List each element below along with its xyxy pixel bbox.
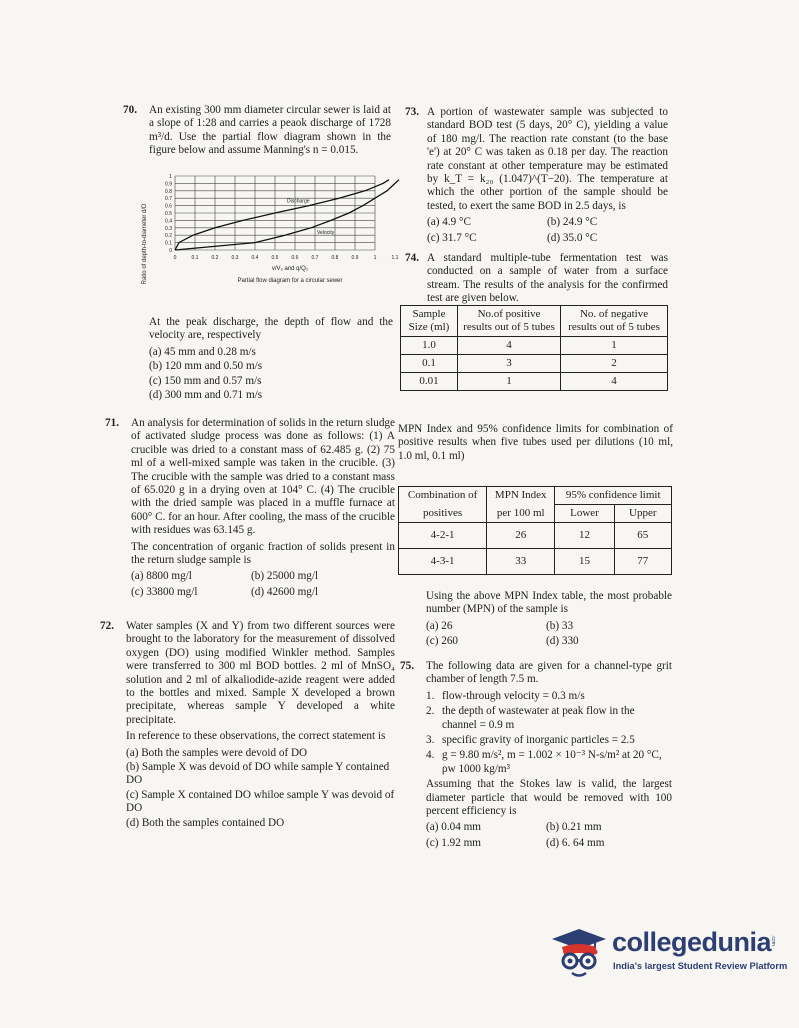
option-c: (c) 260 <box>426 635 458 648</box>
positive-results-table <box>400 305 668 391</box>
option-d: (d) 35.0 °C <box>547 231 598 244</box>
y-tick-label: 0.7 <box>165 196 172 203</box>
option-b: (b) 33 <box>546 619 574 632</box>
question-prompt: In reference to these observations, the correct statement is <box>126 730 386 743</box>
y-axis-label: Ratio of depth-to-diameter d/D <box>142 203 148 285</box>
table-header-row: Combination of MPN Index 95% confidence limit <box>399 487 672 505</box>
list-item: 3. specific gravity of inorganic particles = 2.5 <box>426 734 635 747</box>
mpn-index-table <box>398 486 672 575</box>
series-label: Discharge <box>287 198 310 205</box>
options <box>427 216 668 245</box>
x-tick-label: 0 <box>173 255 177 261</box>
y-tick-label: 0.3 <box>165 225 172 232</box>
question-text: An existing 300 mm diameter circular sewer is laid at a slope of 1:28 and carries a peaok discharge of 1728 m³/d. Use the partial flow diagram shown in the figure below and assume Manning's n = 0.015. <box>149 104 391 157</box>
option-c: (c) 150 mm and 0.57 m/s <box>149 374 262 387</box>
question-number: 74. <box>405 252 419 264</box>
logo-wordmark: collegedunia <box>612 927 772 957</box>
option-a: (a) Both the samples were devoid of DO <box>126 746 308 759</box>
chart-title: Partial flow diagram for a circular sewer <box>237 278 343 284</box>
question-74 <box>405 252 668 309</box>
options <box>426 821 672 850</box>
collegedunia-logo <box>550 925 790 985</box>
x-tick-label: 0.6 <box>291 255 299 261</box>
question-72 <box>100 620 395 831</box>
table-row: 0.01 1 4 <box>401 373 668 391</box>
y-tick-label: 0.9 <box>165 181 172 188</box>
option-d: (d) 6. 64 mm <box>546 836 605 849</box>
question-73 <box>405 106 668 245</box>
table-header: No. of negative results out of 5 tubes <box>561 306 668 337</box>
option-c: (c) 31.7 °C <box>427 231 477 244</box>
option-c: (c) Sample X contained DO whiloe sample Y was devoid of DO <box>126 788 395 815</box>
x-tick-label: 0.1 <box>191 255 199 261</box>
x-tick-label: 0.7 <box>311 255 319 261</box>
question-70-options <box>123 316 393 403</box>
data-list <box>426 690 672 776</box>
y-tick-label: 0.4 <box>165 218 172 225</box>
table-row: 1.0 4 1 <box>401 337 668 355</box>
x-tick-label: 0.9 <box>351 255 359 261</box>
option-a: (a) 8800 mg/l <box>131 570 192 583</box>
option-b: (b) Sample X was devoid of DO while sample Y contained DO <box>126 761 390 787</box>
option-c: (c) 1.92 mm <box>426 836 481 849</box>
table-row: 4-3-1 33 15 77 <box>399 549 672 575</box>
question-75 <box>400 660 672 850</box>
question-71 <box>105 417 395 599</box>
y-tick-label: 0.1 <box>165 240 172 247</box>
partial-flow-chart <box>135 172 399 290</box>
question-70 <box>123 104 391 161</box>
options <box>426 620 672 649</box>
series-line-discharge <box>175 180 389 250</box>
question-number: 72. <box>100 620 114 632</box>
list-item: 2. the depth of wastewater at peak flow in the channel = 0.9 m <box>426 705 635 731</box>
series-label: Velocity <box>317 229 335 236</box>
question-prompt: Using the above MPN Index table, the most probable number (MPN) of the sample is <box>426 590 672 616</box>
y-tick-label: 0.2 <box>165 233 172 240</box>
option-d: (d) 42600 mg/l <box>251 585 319 598</box>
option-b: (b) 120 mm and 0.50 m/s <box>149 360 263 373</box>
x-tick-label: 0.3 <box>231 255 239 261</box>
option-a: (a) 26 <box>426 619 453 632</box>
question-text: An analysis for determination of solids in the return sludge of activated sludge process was done as follows: (1) A crucible was dried to a constant mass of 62.485 g. (2) 75 ml of a well-mixed sample was taken in the crucible. (3) The crucible with the sample was dried to a constant mass of 65.020 g in a drying oven at 104° C. (4) The crucible with the dried sample was placed in a muffle furnace at 600° C. for an hour. After cooling, the mass of the crucible with residues was 63.145 g. <box>131 417 395 537</box>
question-number: 71. <box>105 417 119 429</box>
chart-lines <box>175 180 399 250</box>
question-text: A standard multiple-tube fermentation test was conducted on a sample of water from a surface stream. The results of the analysis for the confirmed test are given below. <box>427 252 668 305</box>
question-text: A portion of wastewater sample was subjected to standard BOD test (5 days, 20° C), yielding a value of 180 mg/l. The reaction rate constant (to the base 'e') at 20° C was taken as 0.18 per day. The reaction rate constant at other temperature may be estimated by k_T = k₂₀ (1.047)^(T−20). The temperature at which the other portion of the sample should be tested, to exert the same BOD in 2.5 days, is <box>427 106 668 212</box>
question-prompt: The concentration of organic fraction of solids present in the return sludge sample is <box>131 540 395 567</box>
logo-domain: .com <box>770 935 776 946</box>
option-b: (b) 25000 mg/l <box>251 570 319 583</box>
question-prompt: At the peak discharge, the depth of flow and the velocity are, respectively <box>149 316 393 342</box>
question-number: 73. <box>405 106 419 118</box>
option-b: (b) 0.21 mm <box>546 821 602 834</box>
table-header-row <box>401 306 668 337</box>
table-row: 0.1 3 2 <box>401 355 668 373</box>
y-tick-label: 0.5 <box>165 211 172 217</box>
question-prompt: Assuming that the Stokes law is valid, the largest diameter particle that would be removed with 100 percent efficiency is <box>426 778 672 818</box>
option-c: (c) 33800 mg/l <box>131 585 198 598</box>
logo-tagline: India's largest Student Review Platform <box>613 961 788 971</box>
option-d: (d) 300 mm and 0.71 m/s <box>149 389 263 402</box>
table-header: No.of positive results out of 5 tubes <box>458 306 561 337</box>
table-header-row: positives per 100 ml Lower Upper <box>399 505 672 523</box>
option-d: (d) 330 <box>546 635 579 648</box>
list-item: 1. flow-through velocity = 0.3 m/s <box>426 689 585 702</box>
question-74-options <box>400 590 672 649</box>
question-text: The following data are given for a channel-type grit chamber of length 7.5 m. <box>426 660 672 686</box>
y-tick-label: 0.8 <box>165 188 172 195</box>
question-number: 70. <box>123 104 137 116</box>
mpn-description: MPN Index and 95% confidence limits for combination of positive results when five tubes used per dilutions (10 ml, 1.0 ml, 0.1 ml) <box>398 423 673 462</box>
y-tick-label: 0 <box>169 248 172 254</box>
x-tick-label: 0.2 <box>211 255 219 261</box>
x-tick-label: 0.8 <box>331 255 339 261</box>
question-text: Water samples (X and Y) from two different sources were brought to the laboratory for the measurement of dissolved oxygen (DO) using modified Winkler method. Samples were transferred to 300 ml BOD bottles. 2 ml of MnSO₄ solution and 2 ml of alkaliodide-azide reagent were added to the bottles and mixed. Sample X developed a brown precipitate, whereas sample Y developed a white precipitate. <box>126 620 395 726</box>
table-row: 4-2-1 26 12 65 <box>399 523 672 549</box>
x-tick-label: 1 <box>373 255 377 261</box>
option-a: (a) 0.04 mm <box>426 821 481 834</box>
x-axis-label: v/V₂ and q/Q₂ <box>271 266 309 272</box>
y-tick-label: 1 <box>169 174 172 180</box>
option-a: (a) 45 mm and 0.28 m/s <box>149 345 256 358</box>
x-tick-label: 0.4 <box>251 255 259 261</box>
question-number: 75. <box>400 660 414 672</box>
x-tick-label: 0.5 <box>271 255 279 261</box>
list-item: 4. g = 9.80 m/s², m = 1.002 × 10⁻³ N-s/m² at 20 °C, ρw 1000 kg/m³ <box>426 749 662 775</box>
mascot-icon <box>550 925 608 983</box>
option-b: (b) 24.9 °C <box>547 216 598 229</box>
y-tick-label: 0.6 <box>165 203 172 210</box>
table-header: Sample Size (ml) <box>401 306 458 337</box>
x-tick-label: 1.1 <box>391 255 399 261</box>
option-d: (d) Both the samples contained DO <box>126 816 285 829</box>
option-a: (a) 4.9 °C <box>427 216 471 229</box>
options <box>131 570 395 599</box>
